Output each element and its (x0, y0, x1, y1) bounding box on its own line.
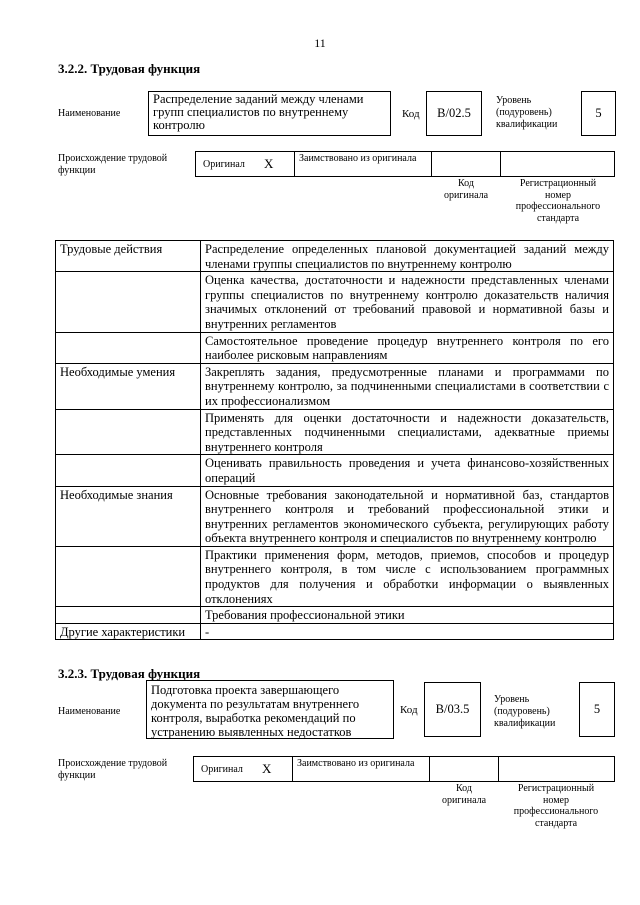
reg-number-cell (498, 756, 615, 782)
original-mark: X (264, 156, 274, 171)
row-label: Другие характеристики (56, 623, 201, 640)
qualification-level-box: 5 (581, 91, 616, 136)
reg-number-caption: Регистрационный номер профессионального стандарта (513, 783, 599, 829)
borrowed-cell (292, 756, 430, 782)
row-text: Оценивать правильность проведения и учета финансово-хозяйственных операций (201, 455, 614, 486)
row-text: Самостоятельное проведение процедур внутреннего контроля по его наиболее рисковым направлениям (201, 332, 614, 363)
row-label (56, 409, 201, 455)
table-row (56, 455, 614, 486)
row-label (56, 272, 201, 332)
function-name-box: Распределение заданий между членами групп специалистов по внутреннему контролю (148, 91, 391, 136)
original-label: Оригинал (201, 764, 243, 775)
borrowed-label: Заимствовано из оригинала (297, 758, 415, 769)
reg-number-caption: Регистрационный номер профессионального стандарта (515, 178, 601, 224)
page-number: 11 (314, 36, 326, 50)
borrowed-label: Заимствовано из оригинала (299, 153, 417, 164)
code-value-box: B/02.5 (426, 91, 482, 136)
name-label: Наименование (58, 706, 121, 717)
row-text: Оценка качества, достаточности и надежности представленных членами группы специалистов по внутреннему контролю доказательств наличия значимых отклонений от требований правовой и нормативной базы и внутренних регламентов (201, 272, 614, 332)
table-row (56, 623, 614, 640)
table-row (56, 241, 614, 272)
row-text: Распределение определенных плановой документацией заданий между членами группы специалистов по внутреннему контролю (201, 241, 614, 272)
row-text: Закреплять задания, предусмотренные планами и программами по внутреннему контролю, за подчиненными специалистами в соответствии с их профессионализмом (201, 363, 614, 409)
row-text: Практики применения форм, методов, приемов, способов и процедур внутреннего контроля, в том числе с использованием программных продуктов для получения и обработки информации о выявленных отклонениях (201, 546, 614, 606)
row-label: Необходимые знания (56, 486, 201, 546)
table-row (56, 546, 614, 606)
code-label: Код (402, 108, 420, 120)
row-label (56, 455, 201, 486)
borrowed-cell (294, 151, 432, 177)
row-text: Применять для оценки достаточности и надежности доказательств, представленных подчиненными специалистами, адекватные приемы внутреннего контроля (201, 409, 614, 455)
code-label: Код (400, 704, 418, 716)
qualification-level-label: Уровень (подуровень) квалификации (496, 95, 558, 130)
name-label: Наименование (58, 108, 121, 119)
table-row (56, 332, 614, 363)
row-label (56, 607, 201, 624)
table-row (56, 272, 614, 332)
origin-label: Происхождение трудовой функции (58, 758, 168, 781)
table-row (56, 607, 614, 624)
section-heading-3-2-2: 3.2.2. Трудовая функция (58, 61, 201, 76)
table-row (56, 409, 614, 455)
row-text: Требования профессиональной этики (201, 607, 614, 624)
code-original-caption: Код оригинала (443, 178, 489, 201)
origin-label: Происхождение трудовой функции (58, 153, 168, 176)
qualification-level-box: 5 (579, 682, 615, 737)
qualification-level-label: Уровень (подуровень) квалификации (494, 694, 556, 729)
original-cell (195, 151, 295, 177)
original-label: Оригинал (203, 159, 245, 170)
table-row (56, 363, 614, 409)
section-heading-3-2-3: 3.2.3. Трудовая функция (58, 666, 201, 681)
function-name-box: Подготовка проекта завершающего документа по результатам внутреннего контроля, выработка рекомендаций по устранению выявленных недостатков (146, 680, 394, 739)
original-mark: X (262, 761, 272, 776)
row-label: Трудовые действия (56, 241, 201, 272)
original-cell (193, 756, 293, 782)
code-original-cell (429, 756, 499, 782)
row-label (56, 332, 201, 363)
code-original-cell (431, 151, 501, 177)
row-label: Необходимые умения (56, 363, 201, 409)
code-original-caption: Код оригинала (441, 783, 487, 806)
row-label (56, 546, 201, 606)
row-text: Основные требования законодательной и нормативной баз, стандартов внутреннего контроля и требований профессиональной этики и внутренних регламентов экономического субъекта, регулирующих работу объекта внутреннего контроля и специалистов по внутреннему контролю (201, 486, 614, 546)
function-details-table (55, 240, 614, 640)
reg-number-cell (500, 151, 615, 177)
row-text: - (201, 623, 614, 640)
table-row (56, 486, 614, 546)
code-value-box: B/03.5 (424, 682, 481, 737)
